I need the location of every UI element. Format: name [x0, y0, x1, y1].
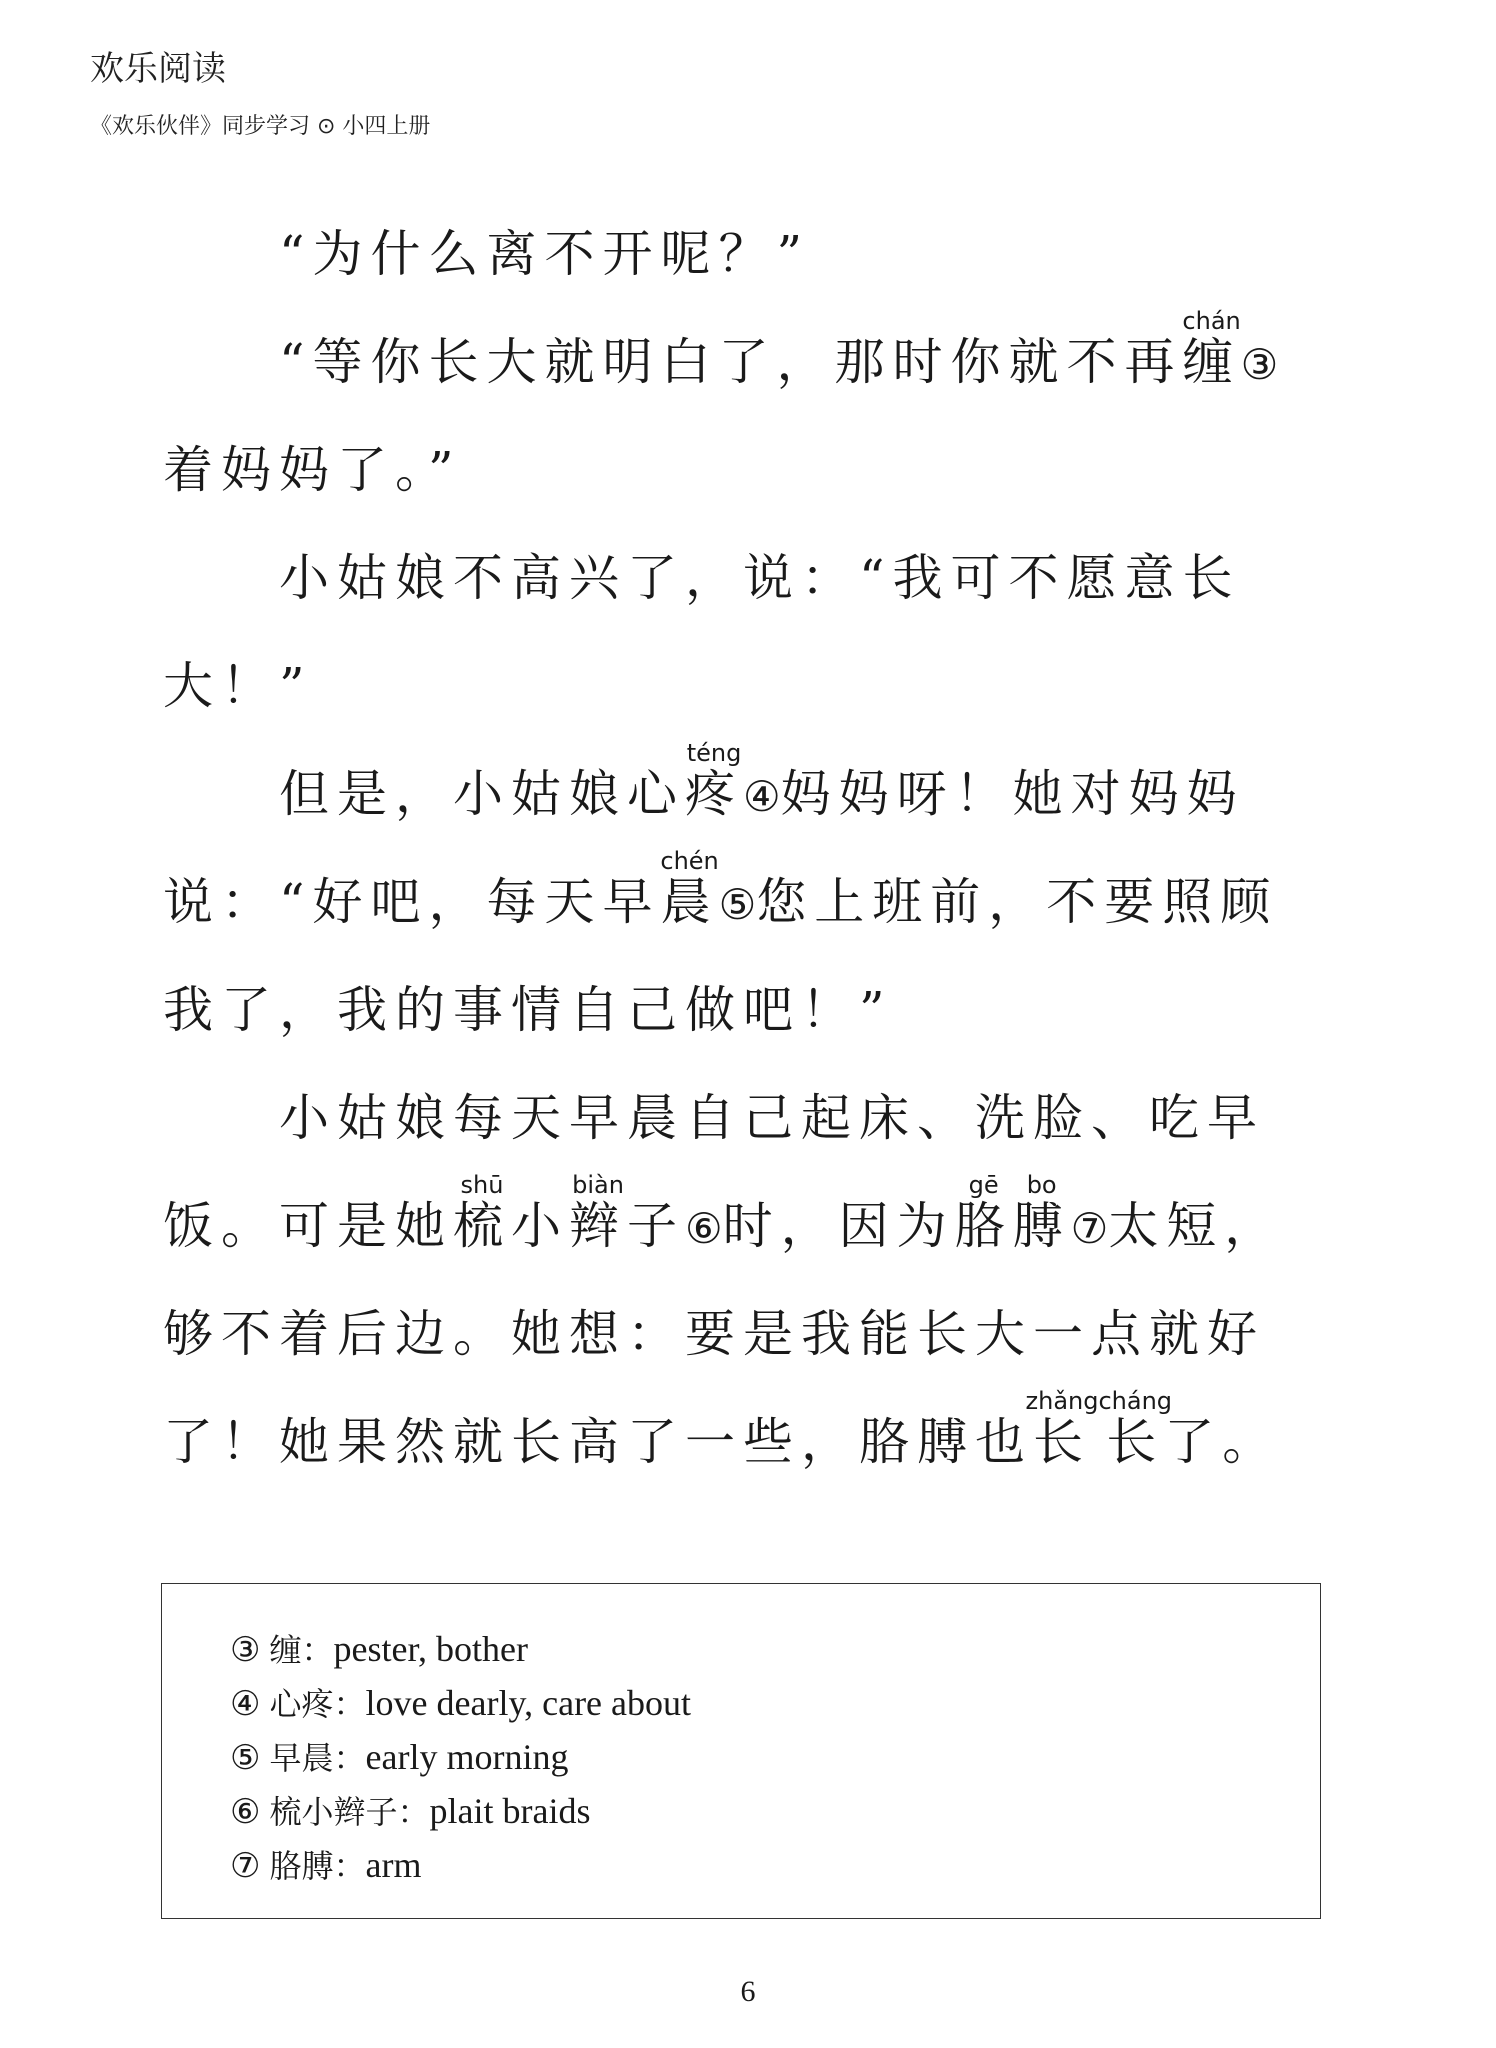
text-segment: 着妈妈了。” [163, 441, 462, 499]
pinyin: gē [954, 1171, 1013, 1199]
text-segment: 子 [627, 1197, 685, 1255]
footnote-marker: ④ [743, 772, 781, 821]
text-segment: 小姑娘每天早晨自己起床、洗脸、吃早 [279, 1089, 1265, 1147]
pinyin-annotated-char: 膊bo [1012, 1171, 1071, 1255]
glossary-term: 心疼 [269, 1685, 334, 1723]
text-segment: 小 [511, 1197, 569, 1255]
pinyin-annotated-char: 辫biàn [569, 1171, 627, 1255]
footnote-marker: ⑦ [1070, 1204, 1109, 1253]
page-number: 6 [740, 1975, 756, 2008]
footnote-number: ⑥ [230, 1792, 261, 1832]
text-segment: 大！” [163, 657, 313, 715]
footnote-number: ④ [230, 1684, 261, 1724]
text-segment: 妈妈呀！她对妈妈 [780, 765, 1245, 823]
footnote-marker: ⑤ [718, 880, 757, 929]
glossary-meaning: pester, bother [333, 1629, 528, 1669]
pinyin: shū [453, 1171, 511, 1199]
pinyin-annotated-char: 晨chén [660, 847, 719, 931]
pinyin: bo [1012, 1171, 1071, 1199]
text-segment: “等你长大就明白了，那时你就不再 [279, 333, 1183, 391]
pinyin-annotated-char: 长cháng [1098, 1387, 1173, 1471]
glossary-item [230, 1784, 691, 1838]
text-segment: 您上班前，不要照顾 [756, 873, 1279, 931]
story-line [163, 956, 1333, 1064]
pinyin-annotated-char: 疼téng [685, 739, 743, 823]
footnote-number: ③ [230, 1630, 261, 1670]
story-line [163, 1172, 1333, 1280]
story-text [163, 200, 1333, 1496]
text-segment: 时，因为 [722, 1197, 955, 1255]
text-segment: 小姑娘不高兴了，说：“我可不愿意长 [279, 549, 1241, 607]
glossary-term: 胳膊 [269, 1847, 334, 1885]
glossary-meaning: arm [365, 1845, 422, 1885]
footnote-marker: ③ [1240, 340, 1279, 389]
glossary-meaning: plait braids [429, 1791, 591, 1831]
story-line [163, 1388, 1333, 1496]
pinyin: cháng [1098, 1387, 1173, 1415]
header-title: 欢乐阅读 [90, 49, 226, 89]
story-line [163, 524, 1333, 632]
story-line [163, 848, 1333, 956]
story-line [163, 632, 1333, 740]
text-segment: 说：“好吧，每天早 [163, 873, 661, 931]
pinyin-annotated-char: 胳gē [954, 1171, 1013, 1255]
pinyin: chán [1182, 307, 1241, 335]
glossary-meaning: love dearly, care about [365, 1683, 692, 1723]
pinyin: biàn [569, 1171, 627, 1199]
text-segment: 够不着后边。她想：要是我能长大一点就好 [163, 1305, 1265, 1363]
glossary-term: 早晨 [269, 1739, 334, 1777]
footnote-number: ⑤ [230, 1738, 261, 1778]
glossary-separator: ： [333, 1685, 366, 1723]
story-line [163, 200, 1333, 308]
text-segment: 了！她果然就长高了一些，胳膊也 [163, 1413, 1033, 1471]
text-segment: 了。 [1164, 1413, 1281, 1471]
glossary-list [230, 1622, 691, 1892]
story-line [163, 740, 1333, 848]
glossary-item [230, 1730, 691, 1784]
glossary-separator: ： [301, 1631, 334, 1669]
glossary-meaning: early morning [365, 1737, 569, 1777]
pinyin-annotated-char: 长zhǎng [1025, 1387, 1099, 1471]
glossary-item [230, 1676, 691, 1730]
text-segment: 但是，小姑娘心 [279, 765, 685, 823]
glossary-separator: ： [397, 1793, 430, 1831]
text-segment: 饭。可是她 [163, 1197, 453, 1255]
pinyin-annotated-char: 缠chán [1182, 307, 1241, 391]
glossary-term: 缠 [269, 1631, 302, 1669]
story-line [163, 416, 1333, 524]
glossary-term: 梳小辫子 [269, 1793, 398, 1831]
pinyin: chén [660, 847, 719, 875]
text-segment: “为什么离不开呢？” [279, 225, 811, 283]
pinyin: zhǎng [1025, 1387, 1099, 1415]
footnote-number: ⑦ [230, 1846, 261, 1886]
story-line [163, 308, 1333, 416]
header-subtitle: 《欢乐伙伴》同步学习 ⊙ 小四上册 [90, 114, 431, 139]
glossary-item [230, 1622, 691, 1676]
text-segment: 太短， [1108, 1197, 1283, 1255]
pinyin: téng [685, 739, 743, 767]
glossary-box [161, 1583, 1321, 1919]
footnote-marker: ⑥ [685, 1204, 723, 1253]
glossary-separator: ： [333, 1847, 366, 1885]
text-segment: 我了，我的事情自己做吧！” [163, 981, 893, 1039]
glossary-separator: ： [333, 1739, 366, 1777]
story-line [163, 1280, 1333, 1388]
glossary-item [230, 1838, 691, 1892]
pinyin-annotated-char: 梳shū [453, 1171, 511, 1255]
story-line [163, 1064, 1333, 1172]
